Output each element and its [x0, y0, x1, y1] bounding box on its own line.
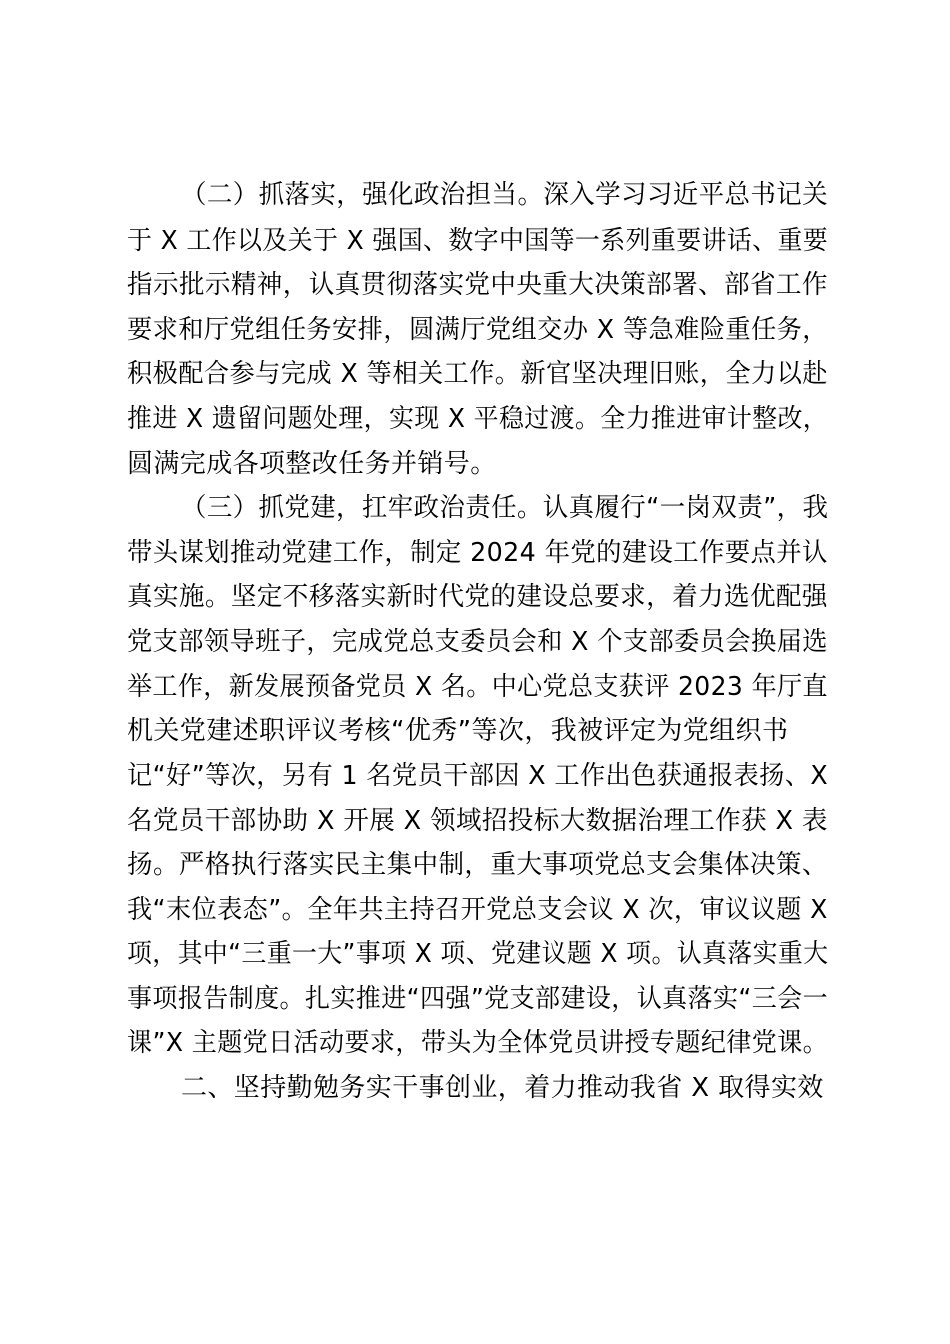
paragraph-3-line-9: 扬。严格执行落实民主集中制，重大事项党总支会集体决策、 [127, 850, 828, 880]
paragraph-3-line-6: 机关党建述职评议考核“优秀”等次，我被评定为党组织书 [127, 716, 789, 746]
paragraph-2-line-5: 积极配合参与完成 X 等相关工作。新官坚决理旧账，全力以赴 [127, 359, 828, 389]
paragraph-2-line-1: （二）抓落实，强化政治担当。深入学习习近平总书记关 [181, 180, 829, 210]
paragraph-3-line-1: （三）抓党建，扛牢政治责任。认真履行“一岗双责”，我 [181, 493, 829, 523]
paragraph-3-line-5: 举工作，新发展预备党员 X 名。中心党总支获评 2023 年厅直 [127, 672, 828, 702]
paragraph-2-line-6: 推进 X 遗留问题处理，实现 X 平稳过渡。全力推进审计整改， [127, 404, 829, 434]
paragraph-2-line-2: 于 X 工作以及关于 X 强国、数字中国等一系列重要讲话、重要 [127, 226, 829, 256]
paragraph-3-line-2: 带头谋划推动党建工作，制定 2024 年党的建设工作要点并认 [127, 538, 828, 568]
paragraph-3-line-4: 党支部领导班子，完成党总支委员会和 X 个支部委员会换届选 [127, 627, 828, 657]
section-heading: 二、坚持勤勉务实干事创业，着力推动我省 X 取得实效 [181, 1073, 824, 1103]
paragraph-3-line-10: 我“末位表态”。全年共主持召开党总支会议 X 次，审议议题 X [127, 895, 828, 925]
paragraph-3-line-8: 名党员干部协助 X 开展 X 领域招投标大数据治理工作获 X 表 [127, 806, 828, 836]
paragraph-2-line-7: 圆满完成各项整改任务并销号。 [127, 449, 497, 479]
paragraph-2-line-3: 指示批示精神，认真贯彻落实党中央重大决策部署、部省工作 [127, 270, 828, 300]
paragraph-3-line-7: 记“好”等次，另有 1 名党员干部因 X 工作出色获通报表扬、X [127, 761, 828, 791]
paragraph-3-line-11: 项，其中“三重一大”事项 X 项、党建议题 X 项。认真落实重大 [127, 939, 829, 969]
paragraph-3-line-13: 课”X 主题党日活动要求，带头为全体党员讲授专题纪律党课。 [127, 1028, 829, 1058]
paragraph-3-line-3: 真实施。坚定不移落实新时代党的建设总要求，着力选优配强 [127, 582, 828, 612]
paragraph-2-line-4: 要求和厅党组任务安排，圆满厅党组交办 X 等急难险重任务， [127, 315, 828, 345]
paragraph-3-line-12: 事项报告制度。扎实推进“四强”党支部建设，认真落实“三会一 [127, 984, 829, 1014]
